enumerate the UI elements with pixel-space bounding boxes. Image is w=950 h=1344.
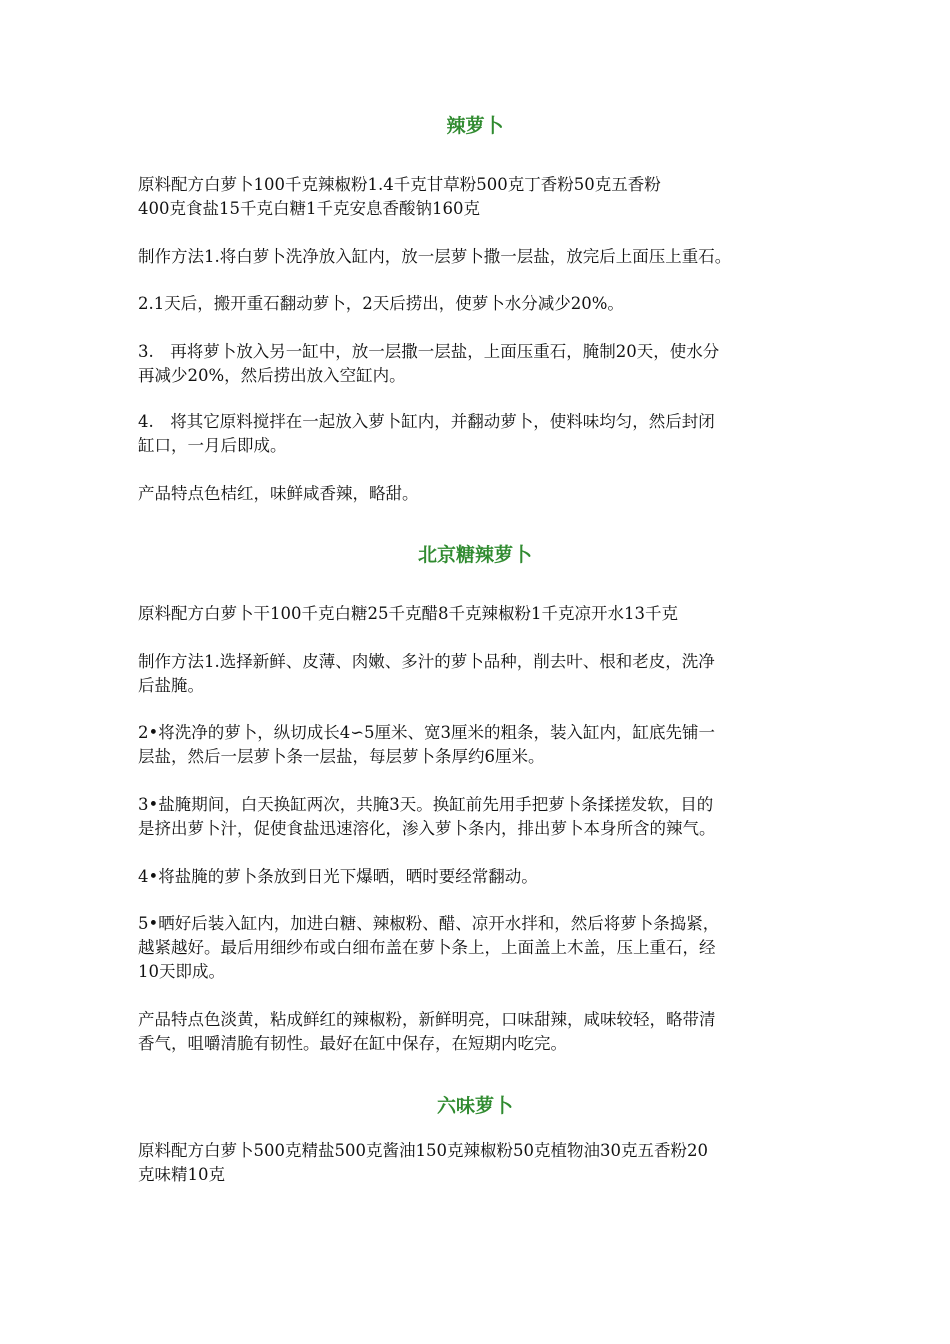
text-line: 4•将盐腌的萝卜条放到日光下爆晒，晒时要经常翻动。 bbox=[138, 867, 538, 886]
s2-step-4 bbox=[138, 865, 828, 889]
text-line: 后盐腌。 bbox=[138, 676, 204, 695]
text-line: 2.1天后，搬开重石翻动萝卜，2天后捞出，使萝卜水分减少20%。 bbox=[138, 294, 624, 313]
text-line: 缸口，一月后即成。 bbox=[138, 436, 287, 455]
text-line: 原料配方白萝卜干100千克白糖25千克醋8千克辣椒粉1千克凉开水13千克 bbox=[138, 604, 678, 623]
text-line: 10天即成。 bbox=[138, 962, 225, 981]
s2-step-3 bbox=[138, 793, 828, 841]
s3-ingredients bbox=[138, 1139, 828, 1187]
text-line: 香气，咀嚼清脆有韧性。最好在缸中保存，在短期内吃完。 bbox=[138, 1034, 567, 1053]
text-line: 再减少20%，然后捞出放入空缸内。 bbox=[138, 366, 406, 385]
text-line: 5•晒好后装入缸内，加进白糖、辣椒粉、醋、凉开水拌和，然后将萝卜条捣紧， bbox=[138, 914, 720, 933]
s1-step-3 bbox=[138, 340, 828, 388]
text-line: 3•盐腌期间，白天换缸两次，共腌3天。换缸前先用手把萝卜条揉搓发软，目的 bbox=[138, 795, 714, 814]
s1-features bbox=[138, 482, 828, 506]
s1-method-intro bbox=[138, 245, 828, 269]
text-line: 400克食盐15千克白糖1千克安息香酸钠160克 bbox=[138, 199, 480, 218]
s2-features bbox=[138, 1008, 828, 1056]
s1-step-2 bbox=[138, 292, 828, 316]
s2-step-2 bbox=[138, 721, 828, 769]
text-line: 原料配方白萝卜500克精盐500克酱油150克辣椒粉50克植物油30克五香粉20 bbox=[138, 1141, 708, 1160]
section-title-beijing-sweet-spicy-radish: 北京糖辣萝卜 bbox=[417, 544, 532, 566]
text-line: 是挤出萝卜汁，促使食盐迅速溶化，渗入萝卜条内，排出萝卜本身所含的辣气。 bbox=[138, 819, 716, 838]
s2-method-intro bbox=[138, 650, 828, 698]
text-line: 产品特点色淡黄，粘成鲜红的辣椒粉，新鲜明亮，口味甜辣，咸味较轻，略带清 bbox=[138, 1010, 716, 1029]
text-line: 克味精10克 bbox=[138, 1165, 225, 1184]
text-line: 制作方法1.选择新鲜、皮薄、肉嫩、多汁的萝卜品种，削去叶、根和老皮，洗净 bbox=[138, 652, 715, 671]
text-line: 3. 再将萝卜放入另一缸中，放一层撒一层盐，上面压重石，腌制20天，使水分 bbox=[138, 342, 720, 361]
text-line: 产品特点色桔红，味鲜咸香辣，略甜。 bbox=[138, 484, 419, 503]
text-line: 越紧越好。最后用细纱布或白细布盖在萝卜条上，上面盖上木盖，压上重石，经 bbox=[138, 938, 716, 957]
s1-ingredients bbox=[138, 173, 828, 221]
section-title-spicy-radish: 辣萝卜 bbox=[446, 115, 504, 137]
s2-step-5 bbox=[138, 912, 828, 984]
text-line: 制作方法1.将白萝卜洗净放入缸内，放一层萝卜撒一层盐，放完后上面压上重石。 bbox=[138, 247, 732, 266]
text-line: 2•将洗净的萝卜，纵切成长4∽5厘米、宽3厘米的粗条，装入缸内，缸底先铺一 bbox=[138, 723, 716, 742]
s2-ingredients bbox=[138, 602, 828, 626]
s1-step-4 bbox=[138, 410, 828, 458]
section-title-six-flavor-radish: 六味萝卜 bbox=[436, 1095, 513, 1117]
text-line: 4. 将其它原料搅拌在一起放入萝卜缸内，并翻动萝卜，使料味均匀，然后封闭 bbox=[138, 412, 715, 431]
text-line: 层盐，然后一层萝卜条一层盐，每层萝卜条厚约6厘米。 bbox=[138, 747, 545, 766]
text-line: 原料配方白萝卜100千克辣椒粉1.4千克甘草粉500克丁香粉50克五香粉 bbox=[138, 175, 661, 194]
